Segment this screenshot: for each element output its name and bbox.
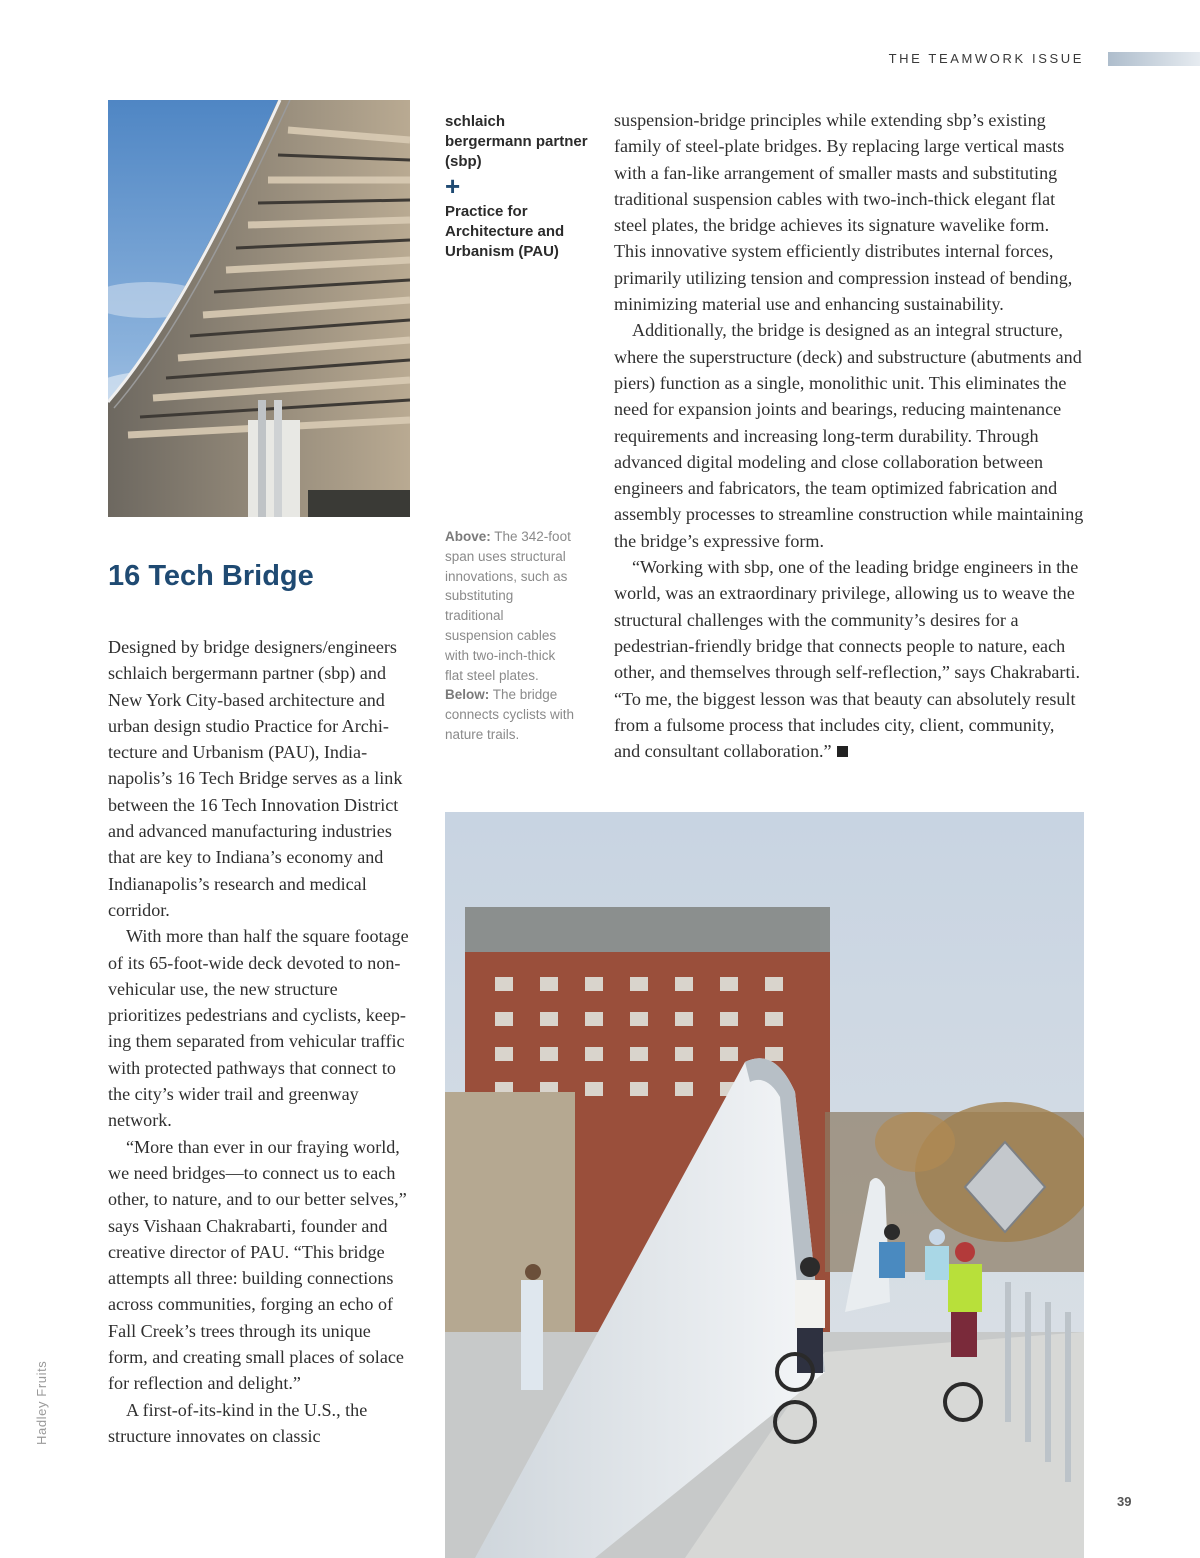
caption-below-label: Below:	[445, 687, 490, 703]
caption-above-label: Above:	[445, 529, 491, 544]
paragraph: Additionally, the bridge is designed as an integral structure, where the superstructure (deck) and substructure (abutments and piers) function as a single, monolithic unit. This eliminates the need for expansion joints and bearings, reducing maintenance requirements and increasing long-term durability. Through advanced digital modeling and close collaboration between engineers and fabricators, the team optimized fabrication and assembly processes to streamline construction while maintaining the bridge’s expressive form.	[614, 320, 1084, 551]
bridge-underside-photo	[108, 100, 410, 517]
caption-above-text: The 342-foot span uses structural innovations, such as substituting traditional suspension cables with two-inch-thick flat steel plates.	[445, 529, 571, 683]
caption-below-text: The bridge connects cyclists with nature trails.	[445, 687, 575, 742]
cyclists-on-bridge-photo	[445, 812, 1084, 1558]
issue-label: THE TEAMWORK ISSUE	[888, 51, 1084, 66]
end-of-article-icon	[837, 746, 848, 757]
paragraph: Designed by bridge designers/engineers schlaich bergermann partner (sbp) and New York City-based architecture and urban design studio Practice for Architecture and Urbanism (PAU), Indianapolis’s 16 Tech Bridge serves as a link between the 16 Tech Innovation District and advanced manufacturing industries that are key to Indiana’s economy and Indianapolis’s research and medical corridor.	[108, 637, 403, 920]
design-team-credits	[445, 112, 595, 262]
issue-accent-bar	[1108, 52, 1200, 66]
article-title: 16 Tech Bridge	[108, 560, 314, 592]
article-column-left	[108, 634, 410, 1449]
paragraph: With more than half the square footage of its 65-foot-wide deck devoted to non-vehicular use, the new structure prioritizes pedestrians and cyclists, keeping them separated from vehicular traffic with protected pathways that connect to the city’s wider trail and greenway network.	[108, 926, 409, 1131]
photo-caption	[445, 527, 575, 745]
article-column-right	[614, 107, 1084, 764]
credit-firm-sbp: schlaich bergermann partner (sbp)	[445, 113, 588, 170]
page-number: 39	[1117, 1494, 1132, 1509]
photo-credit: Hadley Fruits	[34, 1360, 49, 1445]
paragraph: A first-of-its-kind in the U.S., the structure innovates on classic	[108, 1399, 368, 1446]
paragraph-final	[614, 554, 1084, 764]
paragraph: suspension-bridge principles while extending sbp’s existing family of steel-plate bridges. By replacing large vertical masts with a fan-like arrangement of smaller masts and substituting traditional suspension cables with two-inch-thick elegant flat steel plates, the bridge achieves its signature wavelike form. This innovative system efficiently distributes internal forces, primarily utilizing tension and compression instead of bending, minimizing material use and enhancing sustainability.	[614, 110, 1073, 315]
plus-icon: +	[445, 171, 461, 201]
paragraph: “More than ever in our fraying world, we need bridges—to connect us to each other, to nature, and to our better selves,” says Vishaan Chakrabarti, founder and creative director of PAU. “This bridge attempts all three: building connections across communities, forging an echo of Fall Creek’s trees through its unique form, and creating small places of solace for reflection and delight.”	[108, 1136, 407, 1394]
paragraph-text: “Working with sbp, one of the leading bridge engineers in the world, was an extraordinary privilege, allowing us to weave the structural challenges with the community’s desires for a pedestrian-friendly bridge that connects people to nature, each other, and themselves through self-reflection,” says Chakrabarti. “To me, the biggest lesson was that beauty can absolutely result from a fulsome process that includes city, client, community, and consultant collaboration.”	[614, 557, 1081, 762]
credit-firm-pau: Practice for Architecture and Urbanism (PAU)	[445, 203, 565, 260]
